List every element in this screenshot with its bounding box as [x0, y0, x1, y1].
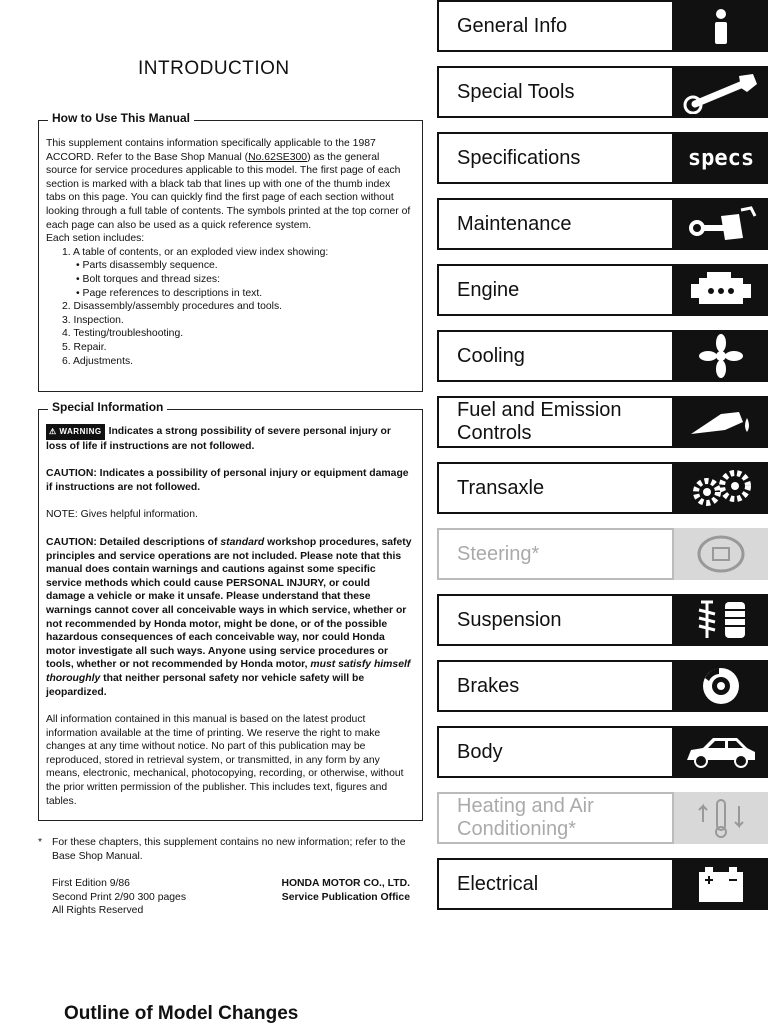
company-name: HONDA MOTOR CO., LTD. [281, 878, 410, 889]
tab-special-tools[interactable] [437, 66, 768, 118]
footnote-star: * [38, 837, 43, 848]
bullet-list [46, 259, 412, 300]
includes-line: Each setion includes: [46, 233, 145, 245]
steering-wheel-icon [674, 528, 768, 580]
bullet-item: • Parts disassembly sequence. [76, 259, 412, 273]
publication-office: Service Publication Office [281, 891, 410, 903]
tab-label: Fuel and Emission Controls [439, 398, 672, 446]
list-item: 6. Adjustments. [62, 355, 134, 367]
tab-cooling[interactable] [437, 330, 768, 382]
warning-badge: ⚠︎ WARNING [46, 424, 105, 440]
tab-body[interactable] [437, 726, 768, 778]
edition-info [52, 877, 252, 918]
caution-detail-paragraph: CAUTION: Detailed descriptions of standard workshop procedures, safety principles and service operations are not included. Please note that this manual does contain warnings and cautions against some specific service methods which could cause PERSONAL INJURY, or could damage a vehicle or make it unsafe. Please understand that these warnings cannot cover all conceivable ways in which service, whether or not recommended by Honda motor, might be done, or of the possible hazardous consequences of each conceivable way, nor could Honda motor investigate all such ways. Anyone using service procedures or tools, whether or not recommended by Honda motor, must satisfy himself thoroughly that neither personal safety nor vehicle safety will be jeopardized. [46, 536, 412, 698]
publisher-info [250, 877, 410, 904]
tab-electrical[interactable] [437, 858, 768, 910]
outline-heading: Outline of Model Changes [64, 1003, 299, 1024]
tab-label: Heating and Air Conditioning* [439, 794, 672, 842]
gears-icon [674, 462, 768, 514]
warning-paragraph: ⚠︎ WARNING Indicates a strong possibility of severe personal injury or loss of life if instructions are not followed. [46, 426, 391, 452]
tab-steering[interactable] [437, 528, 768, 580]
fuel-nozzle-icon [674, 396, 768, 448]
brake-disc-icon [674, 660, 768, 712]
caution-paragraph: CAUTION: Indicates a possibility of personal injury or equipment damage if instructions are not followed. [46, 468, 409, 493]
base-manual-number: No.62SE300 [248, 151, 308, 163]
tab-fuel-emission[interactable] [437, 396, 768, 448]
how-to-use-content [46, 137, 412, 368]
all-information-paragraph: All information contained in this manual is based on the latest product information available at the time of printing. We reserve the right to make changes at any time without notice. No part of this publication may be reproduced, stored in retrieval system, or transmitted, in any form by any means, electronic, mechanical, photocopying, recording, or otherwise, without the prior written permission of the publisher. This includes text, figures and tables. [46, 714, 404, 807]
info-icon [674, 0, 768, 52]
page-title: INTRODUCTION [138, 58, 290, 79]
tab-general-info[interactable] [437, 0, 768, 52]
engine-icon [674, 264, 768, 316]
maintenance-icon [674, 198, 768, 250]
tab-label: Transaxle [439, 464, 672, 512]
tab-engine[interactable] [437, 264, 768, 316]
tab-suspension[interactable] [437, 594, 768, 646]
special-info-heading: Special Information [48, 400, 167, 414]
list-item: 1. A table of contents, or an exploded view index showing: [62, 246, 329, 258]
list-item: 5. Repair. [62, 341, 107, 353]
shock-absorber-icon [674, 594, 768, 646]
thermometer-icon [674, 792, 768, 844]
note-paragraph: NOTE: Gives helpful information. [46, 509, 198, 521]
footnote [38, 836, 418, 863]
list-item: 4. Testing/troubleshooting. [62, 328, 184, 340]
tab-label: Body [439, 728, 672, 776]
wrench-icon [674, 66, 768, 118]
battery-icon [674, 858, 768, 910]
tab-label: Cooling [439, 332, 672, 380]
specs-icon: specs [687, 145, 755, 171]
tab-label: Maintenance [439, 200, 672, 248]
how-to-use-heading: How to Use This Manual [48, 111, 194, 125]
tab-brakes[interactable] [437, 660, 768, 712]
bullet-item: • Page references to descriptions in text. [76, 287, 412, 301]
tab-label: Electrical [439, 860, 672, 908]
tab-label: Steering* [439, 530, 672, 578]
second-print: Second Print 2/90 300 pages [52, 891, 187, 903]
tab-specifications[interactable] [437, 132, 768, 184]
tab-heating-air-conditioning[interactable] [437, 792, 768, 844]
bullet-item: • Bolt torques and thread sizes: [76, 273, 412, 287]
tab-maintenance[interactable] [437, 198, 768, 250]
tab-label: Special Tools [439, 68, 672, 116]
tab-transaxle[interactable] [437, 462, 768, 514]
tab-label: Engine [439, 266, 672, 314]
tab-label: Suspension [439, 596, 672, 644]
tab-label: Specifications [439, 134, 672, 182]
tab-label: Brakes [439, 662, 672, 710]
first-edition: First Edition 9/86 [52, 878, 130, 889]
rights-reserved: All Rights Reserved [52, 905, 144, 917]
how-to-use-paragraph: This supplement contains information specifically applicable to the 1987 ACCORD. Refer to the Base Shop Manual (No.62SE300) as the general source for service procedures applicable to this model. The first page of each section is marked with a black tab that lines up with one of the thumb index tabs on this page. You can quickly find the first page of each section without looking through a full table of contents. The symbols printed at the top corner of each page can also be used as a quick reference system. [46, 138, 411, 231]
tab-label: General Info [439, 2, 672, 50]
car-body-icon [674, 726, 768, 778]
footnote-text: For these chapters, this supplement contains no new information; refer to the Base Shop Manual. [52, 837, 406, 862]
special-info-content [46, 424, 412, 808]
list-item: 3. Inspection. [62, 314, 124, 326]
list-item: 2. Disassembly/assembly procedures and tools. [62, 301, 283, 313]
fan-icon [674, 330, 768, 382]
